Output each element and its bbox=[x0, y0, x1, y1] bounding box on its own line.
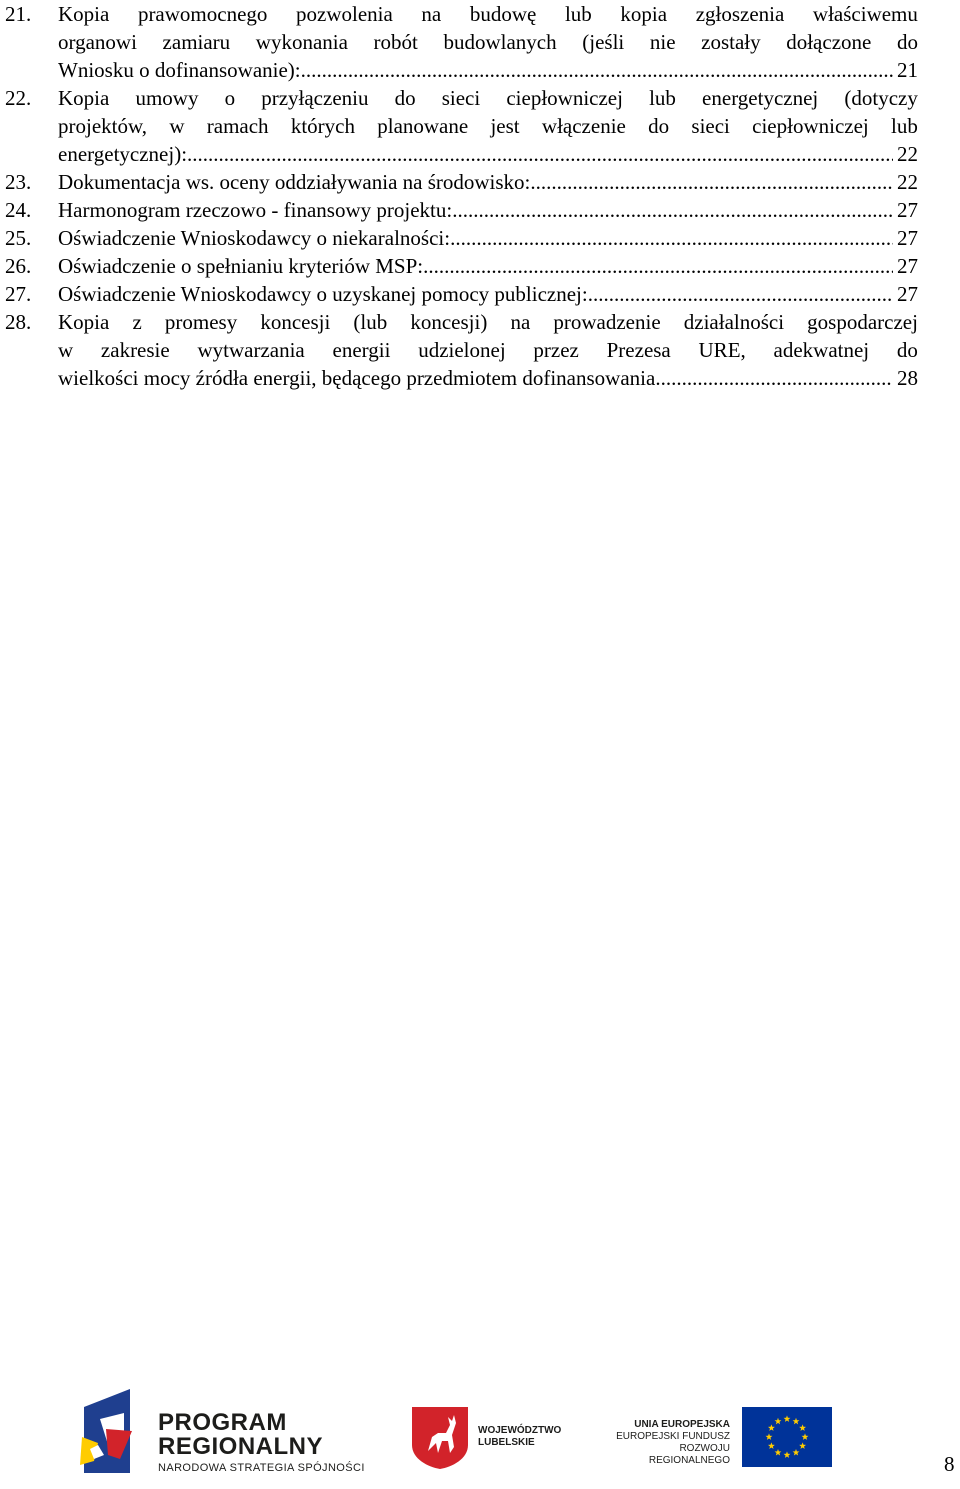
toc-word: lub bbox=[564, 2, 592, 26]
toc-word: energii bbox=[332, 338, 391, 362]
toc-entry-title: wielkości mocy źródła energii, będącego przedmiotem dofinansowania bbox=[58, 366, 656, 390]
toc-word: gospodarczej bbox=[807, 310, 918, 334]
toc-entry-last-line bbox=[58, 56, 918, 84]
toc-page-ref: 27 bbox=[897, 198, 918, 222]
toc-entry-text bbox=[58, 168, 918, 196]
toc-word: planowane bbox=[377, 114, 469, 138]
toc-entry-text bbox=[58, 308, 918, 392]
toc-word: wytwarzania bbox=[197, 338, 305, 362]
toc-entry-title: Dokumentacja ws. oceny oddziaływania na środowisko: bbox=[58, 170, 531, 194]
toc-word: budowę bbox=[469, 2, 537, 26]
program-line-3: NARODOWA STRATEGIA SPÓJNOŚCI bbox=[158, 1462, 365, 1474]
toc-word: prawomocnego bbox=[137, 2, 268, 26]
woj-line-1: WOJEWÓDZTWO bbox=[478, 1425, 562, 1436]
toc-word: zamiaru bbox=[162, 30, 231, 54]
toc-word: zgłoszenia bbox=[695, 2, 785, 26]
toc-entry-title: Harmonogram rzeczowo - finansowy projektu: bbox=[58, 198, 453, 222]
toc-page-ref: 27 bbox=[897, 254, 918, 278]
toc-leader-dots bbox=[530, 168, 893, 196]
toc-entry-text bbox=[58, 0, 918, 84]
toc-word: sieci bbox=[441, 86, 481, 110]
toc-word: Kopia bbox=[58, 310, 110, 334]
footer-logos bbox=[0, 1385, 960, 1485]
toc-entry-number: 22. bbox=[5, 86, 32, 110]
toc-entry-last-line bbox=[58, 280, 918, 308]
toc-entry-number: 23. bbox=[5, 170, 32, 194]
toc-word: pozwolenia bbox=[296, 2, 393, 26]
toc-word: lub bbox=[649, 86, 676, 110]
toc-word: do bbox=[896, 30, 918, 54]
toc-word: w bbox=[58, 338, 74, 362]
toc-entry bbox=[0, 280, 960, 308]
toc-entry bbox=[0, 308, 960, 392]
toc-word: robót bbox=[373, 30, 418, 54]
toc-word: sieci bbox=[691, 114, 730, 138]
toc-word: zostały bbox=[701, 30, 761, 54]
toc-entry-title: energetycznej): bbox=[58, 142, 188, 166]
toc-word: o bbox=[224, 86, 236, 110]
toc-entry-text bbox=[58, 280, 918, 308]
toc-entry-line bbox=[58, 28, 918, 56]
toc-entry-number: 24. bbox=[5, 198, 32, 222]
toc-word: których bbox=[290, 114, 355, 138]
toc-word: wykonania bbox=[255, 30, 348, 54]
program-regionalny-text bbox=[158, 1411, 365, 1477]
toc-word: do bbox=[394, 86, 416, 110]
toc-word: nie bbox=[649, 30, 676, 54]
toc-entry-last-line bbox=[58, 224, 918, 252]
wojewodztwo-lubelskie-crest bbox=[412, 1407, 468, 1469]
toc-entry-line bbox=[58, 336, 918, 364]
toc-word: Prezesa bbox=[606, 338, 671, 362]
toc-word: ciepłowniczej bbox=[506, 86, 623, 110]
toc-word: przez bbox=[533, 338, 579, 362]
toc-page-ref: 28 bbox=[897, 366, 918, 390]
toc-leader-dots bbox=[301, 56, 893, 84]
toc-entry-text bbox=[58, 224, 918, 252]
toc-word: do bbox=[648, 114, 670, 138]
toc-leader-dots bbox=[450, 224, 893, 252]
toc-entry-title: Wniosku o dofinansowanie): bbox=[58, 58, 301, 82]
toc-word: organowi bbox=[58, 30, 137, 54]
unia-europejska-text bbox=[600, 1419, 730, 1467]
toc-entry-line bbox=[58, 308, 918, 336]
toc-entry bbox=[0, 84, 960, 168]
toc-page-ref: 27 bbox=[897, 282, 918, 306]
toc-word: umowy bbox=[135, 86, 199, 110]
woj-line-2: LUBELSKIE bbox=[478, 1437, 535, 1448]
eu-flag bbox=[742, 1407, 832, 1467]
toc-word: energetycznej bbox=[702, 86, 819, 110]
toc-page-ref: 22 bbox=[897, 142, 918, 166]
toc-page-ref: 21 bbox=[897, 58, 918, 82]
toc-word: w bbox=[169, 114, 185, 138]
toc-entry-number: 25. bbox=[5, 226, 32, 250]
ue-line-3: ROZWOJU REGIONALNEGO bbox=[648, 1443, 730, 1466]
toc-page-ref: 22 bbox=[897, 170, 918, 194]
toc-entry-number: 28. bbox=[5, 310, 32, 334]
toc-entry bbox=[0, 196, 960, 224]
toc-entry-line bbox=[58, 0, 918, 28]
toc-leader-dots bbox=[187, 140, 893, 168]
toc-word: dołączone bbox=[786, 30, 872, 54]
toc-word: zakresie bbox=[100, 338, 170, 362]
toc-entry bbox=[0, 0, 960, 84]
toc-word: URE, bbox=[698, 338, 746, 362]
toc-entry-text bbox=[58, 196, 918, 224]
toc-word: ramach bbox=[206, 114, 269, 138]
toc-word: przyłączeniu bbox=[261, 86, 369, 110]
toc-word: (lub bbox=[353, 310, 388, 334]
toc-word: adekwatnej bbox=[773, 338, 870, 362]
toc-word: koncesji) bbox=[410, 310, 488, 334]
toc-entry-text bbox=[58, 252, 918, 280]
toc-entry-title: Oświadczenie Wnioskodawcy o uzyskanej pomocy publicznej: bbox=[58, 282, 588, 306]
toc-entry-number: 26. bbox=[5, 254, 32, 278]
toc-word: Kopia bbox=[58, 2, 110, 26]
ue-line-2: EUROPEJSKI FUNDUSZ bbox=[616, 1431, 730, 1442]
toc-entry-line bbox=[58, 112, 918, 140]
toc-leader-dots bbox=[655, 364, 893, 392]
toc-word: promesy bbox=[164, 310, 238, 334]
toc-entry-title: Oświadczenie Wnioskodawcy o niekaralności: bbox=[58, 226, 451, 250]
toc-word: działalności bbox=[683, 310, 785, 334]
toc-word: projektów, bbox=[58, 114, 148, 138]
toc-word: właściwemu bbox=[812, 2, 918, 26]
toc-word: koncesji bbox=[260, 310, 331, 334]
toc-word: z bbox=[132, 310, 142, 334]
toc-entry-number: 27. bbox=[5, 282, 32, 306]
toc-entry-last-line bbox=[58, 168, 918, 196]
toc-entry bbox=[0, 168, 960, 196]
toc-leader-dots bbox=[588, 280, 893, 308]
page-number: 8 bbox=[944, 1452, 955, 1476]
toc-page-ref: 27 bbox=[897, 226, 918, 250]
wojewodztwo-text bbox=[478, 1425, 561, 1449]
toc-leader-dots bbox=[423, 252, 893, 280]
toc-entry-last-line bbox=[58, 140, 918, 168]
toc-word: na bbox=[510, 310, 531, 334]
toc-word: budowlanych bbox=[443, 30, 557, 54]
toc-entry-last-line bbox=[58, 364, 918, 392]
toc-word: (jeśli bbox=[582, 30, 625, 54]
program-line-2: REGIONALNY bbox=[158, 1433, 324, 1460]
toc-entry-title: Oświadczenie o spełnianiu kryteriów MSP: bbox=[58, 254, 424, 278]
toc-word: (dotyczy bbox=[844, 86, 918, 110]
program-line-1: PROGRAM bbox=[158, 1409, 287, 1436]
toc-word: udzielonej bbox=[418, 338, 506, 362]
toc-entry bbox=[0, 224, 960, 252]
toc-word: na bbox=[421, 2, 442, 26]
toc-word: kopia bbox=[620, 2, 668, 26]
toc-entry-line bbox=[58, 84, 918, 112]
toc-word: lub bbox=[891, 114, 918, 138]
toc-entry-number: 21. bbox=[5, 2, 32, 26]
toc-word: do bbox=[896, 338, 918, 362]
toc-entry-last-line bbox=[58, 252, 918, 280]
toc-word: ciepłowniczej bbox=[752, 114, 869, 138]
toc-entry-last-line bbox=[58, 196, 918, 224]
toc-leader-dots bbox=[452, 196, 893, 224]
toc-word: Kopia bbox=[58, 86, 110, 110]
toc-entry bbox=[0, 252, 960, 280]
toc-word: prowadzenie bbox=[553, 310, 661, 334]
toc-word: jest bbox=[490, 114, 520, 138]
toc-word: włączenie bbox=[541, 114, 626, 138]
ue-line-1: UNIA EUROPEJSKA bbox=[634, 1419, 730, 1430]
toc-entry-text bbox=[58, 84, 918, 168]
